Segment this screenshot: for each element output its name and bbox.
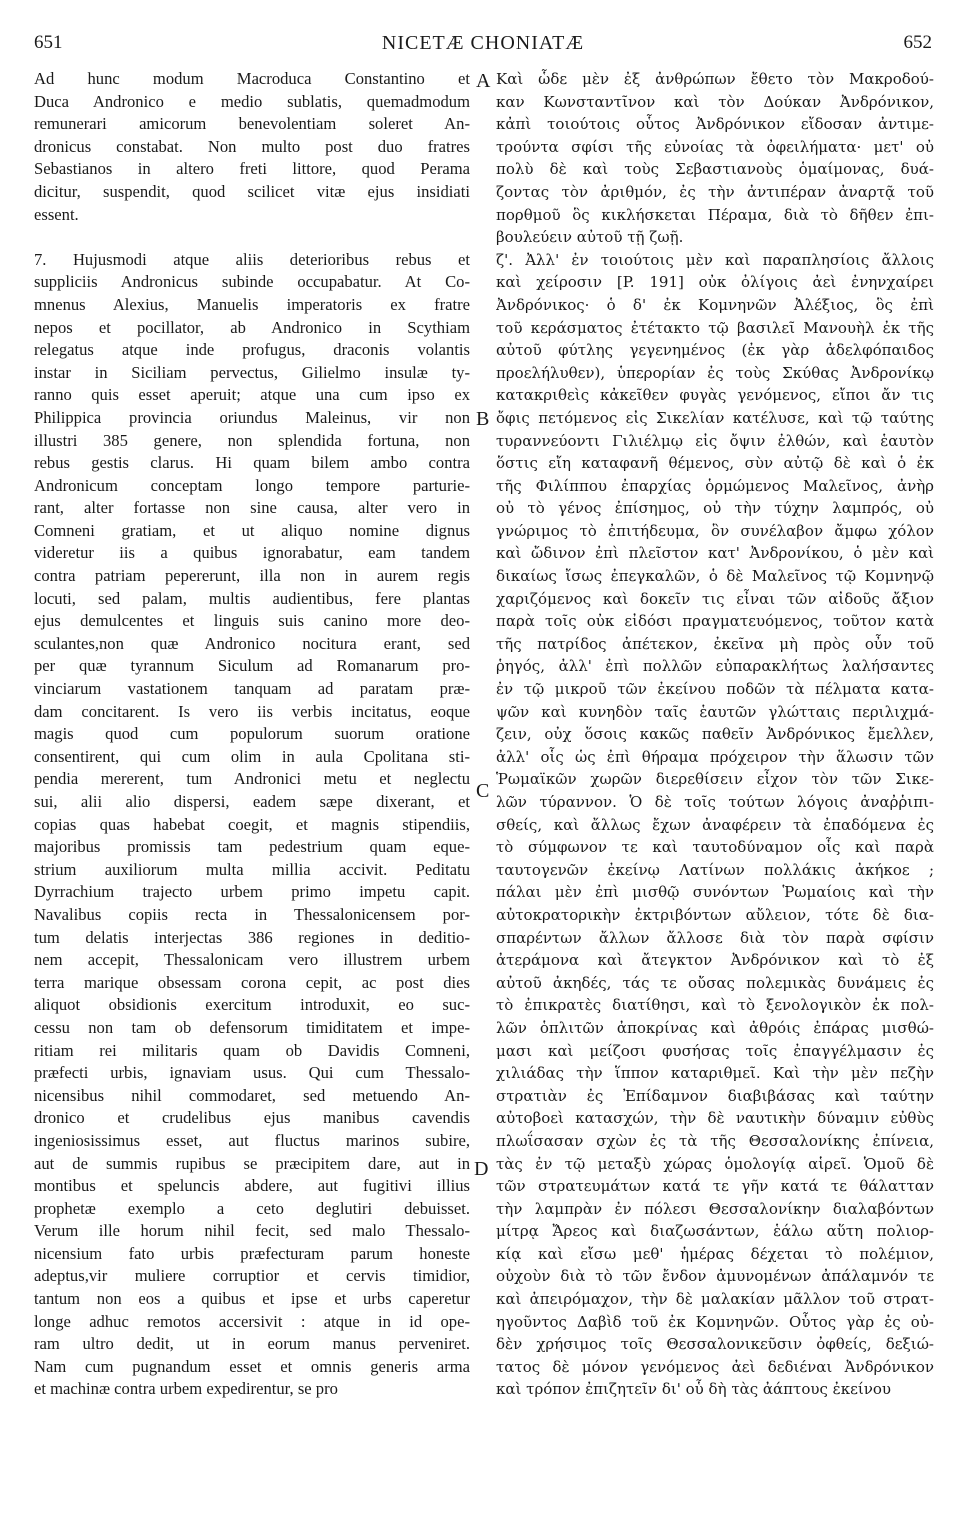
greek-text-line: αὐτοβοεὶ κατασχών, τὴν δὲ ναυτικὴν δύναμιν εὐθὺς (496, 1109, 934, 1128)
greek-text-line: πλωΐσασαν σχὼν ἐς τὰ τῆς Θεσσαλονίκης ἐπίνεια, (496, 1131, 934, 1150)
greek-text-line: καὶ τρόπον ἐπιζητεῖν δι' οὗ δὴ τὰς ἀάπτους ἐκείνου (496, 1380, 892, 1399)
latin-text-line: dicitur, suspendit, quod scilicet vitæ ejus insidiati (34, 181, 470, 201)
greek-text-line: καὶ ὤδινον ἐπὶ πλεῖστον κατ' Ἀνδρονίκου, ὁ μὲν καὶ (496, 544, 934, 563)
latin-text-line: montibus et speluncis abdere, aut fugitivi illius (34, 1176, 470, 1196)
latin-text-line: ritiam rei militaris quam ob Davidis Comneni, (34, 1040, 470, 1060)
latin-text-line: nem accepit, Thessalonicam vero illustrem urbem (34, 950, 470, 970)
greek-text-line: σθείς, καὶ ἄλλως ἔχων ἀναφέρειν τὰ ἐπαδόμενα ἐς (496, 815, 934, 834)
latin-text-line: nepos et pocillator, ab Andronico in Scythiam (34, 317, 470, 337)
greek-text-line: μίτρᾳ Ἄρεος καὶ διαζωσάντων, ἑάλω αὕτη πολιορ- (496, 1222, 934, 1241)
latin-text-line: ingeniosissimus esset, aut fluctus marinos subire, (34, 1130, 470, 1150)
latin-text-line: dam concitarent. Is vero iis verbis incitatus, eoque (34, 701, 470, 721)
latin-text-line: longe adhuc remotos accersivit : atque in id ope- (34, 1311, 470, 1331)
greek-text-line: στρατιὰν ἐς Ἐπίδαμνον διαβιβάσας καὶ ταύτην (496, 1086, 934, 1105)
greek-text-line: Ῥωμαϊκῶν χωρῶν διερεθίσειν εἶχον τὸν τῶν Σικε- (496, 770, 934, 789)
greek-text-line: Ἀνδρόνικος· ὁ δ' ἐκ Κομνηνῶν Ἀλέξιος, ὃς ἐπὶ (496, 295, 934, 314)
section-marker-c: C (476, 780, 490, 802)
latin-text-line: sculantes,non quæ Andronico nocitura erant, sed (34, 633, 470, 653)
section-marker-b: B (476, 408, 490, 430)
latin-text-line: Nam cum pugnandum esset et omnis generis arma (34, 1356, 470, 1376)
greek-text-line: πολὺ δὲ καὶ τοὺς Σεβαστιανοὺς ὁμαίμονας, δυά- (496, 160, 934, 179)
greek-text-line: Καὶ ὧδε μὲν ἐξ ἀνθρώπων ἔθετο τὸν Μακροδού- (496, 70, 934, 88)
greek-text-line: τὴν λαμπρὰν ἐν πόλεσι Θεσσαλονίκην διαλαβόντων (496, 1199, 934, 1218)
running-title: NICETÆ CHONIATÆ (381, 32, 585, 54)
greek-text-line: αὐτοκρατορικὴν ἐκτριβόντων αὔλειον, τότε δὲ δια- (496, 905, 934, 924)
greek-text-line: ἀλλ' οἷς ὡς ἐπὶ θήραμα πρόχειρον τὴν ἅλωσιν τῶν (496, 747, 934, 766)
paragraph-gap (34, 226, 470, 249)
greek-text-line: τὰς ἐν τῷ μεταξὺ χώρας ὁμολογίᾳ αἱρεῖ. Ὁμοῦ δὲ (496, 1154, 934, 1173)
greek-text-line: ὄφις πετόμενος εἰς Σικελίαν κατέλυσε, καὶ τῷ ταύτης (496, 408, 934, 427)
greek-text-line: ταυτογενῶν ἐκείνῳ Λατίνων πολλάκις ἀκήκοε ; (496, 860, 934, 879)
greek-text-line: παρὰ τοῖς οὐκ εἰδόσι πραγματευόμενος, τοῦτον κατὰ (496, 612, 934, 631)
greek-text-line: δικαίως ἴσως ἐπεγκαλῶν, ὁ δὲ Μαλεῖνος τῷ Κομνηνῷ (496, 567, 934, 586)
latin-text-line: Comneni gratiam, et ut aliquo nomine dignus (34, 520, 470, 540)
latin-text-line: 7. Hujusmodi atque aliis deterioribus rebus et (34, 249, 470, 269)
latin-text-line: Sebastianos in altero freti littore, quod Perama (34, 159, 470, 179)
greek-text-line: μασι καὶ μείζοσι φυσήσας τοῖς ἐπαγγέλμασιν ἐς (496, 1041, 934, 1060)
greek-text-line: κατακριθεὶς κἀκεῖθεν φυγὰς γενόμενος, εἴποι ἄν τις (496, 386, 934, 405)
latin-text-line: vinciarum vastationem tanquam ad paratam præ- (34, 679, 470, 699)
latin-text-line: consentirent, qui cum olim in aula Cpolitana sti- (34, 746, 470, 766)
greek-text-line: οὐχοὺν διὰ τὸ τῶν ἔνδον ἀμυνομένων ἀπάλαμνόν τε (496, 1267, 934, 1286)
latin-text-line: remunerari amicorum benevolentiam soleret An- (34, 114, 470, 134)
latin-text-line: nicensibus nihil commodaret, sed metuendo An- (34, 1085, 470, 1105)
greek-text-line: ζ'. Ἀλλ' ἐν τοιούτοις μὲν καὶ παραπλησίοις ἄλλοις (496, 250, 934, 269)
latin-text-line: prophetæ exemplo a ceto deglutiri debuisset. (34, 1198, 470, 1218)
latin-column (34, 68, 470, 1401)
latin-text-line: suppliciis Andronicus subinde occupabatur. At Co- (34, 272, 470, 292)
greek-text-line: γνώριμος τὸ ἐπιτήδευμα, ὃν συνέλαβον ἄμφω χόλον (496, 521, 934, 540)
latin-text-line: rebus gestis clarus. Hi quam bilem ambo contra (34, 453, 470, 473)
latin-text-line: strium auxiliorum multa millia accivit. Peditatu (34, 859, 470, 879)
latin-text-line: ejus demulcentes et linguis suis canino more deo- (34, 611, 470, 631)
latin-text-line: rant, alter fortasse non sine causa, alter vero in (34, 498, 470, 518)
section-marker-a: A (476, 70, 491, 92)
latin-text-line: contra patriam pepererunt, illa non in aurem regis (34, 566, 470, 586)
latin-text-line: ram ultro dedit, ut in eorum manus perveniret. (34, 1334, 470, 1354)
latin-text-line: terra marique obsessam corona cepit, ac post dies (34, 972, 470, 992)
latin-text-line: aut de summis rupibus se præcipitem dare, aut in (34, 1153, 470, 1173)
latin-text-line: dronicus constabat. Non multo post duo fratres (34, 136, 470, 156)
latin-text-line: dronico et crudelibus ejus manibus cavendis (34, 1108, 470, 1128)
greek-text-line: τρούντα σφίσι τῆς εὐνοίας τὰ ὀφειλήματα· μετ' οὐ (496, 137, 934, 156)
greek-text-line: οὐ τὸ γένος ἐπίσημος, οὐ τὴν τύχην λαμπρός, οὐ (496, 499, 934, 518)
greek-text-line: κἀπὶ τοιούτοις οὗτος Ἀνδρόνικον εἴδοσαν ἀντιμε- (496, 115, 934, 134)
latin-text-line: nicensium fato urbis præfecturam parum honeste (34, 1243, 470, 1263)
latin-text-line: adeptus,vir muliere corruptior et cervis timidior, (34, 1266, 470, 1286)
greek-text-line: ηγοῦντος Δαβὶδ τοῦ ἐκ Κομνηνῶν. Οὗτος γὰρ ἐς οὐ- (496, 1312, 934, 1331)
latin-text-line: videretur iis a quibus ignorabatur, eam tandem (34, 543, 470, 563)
greek-text-line: βουλεύειν αὐτοῦ τῇ ζωῇ. (496, 228, 684, 247)
latin-text-line: cessu non tam ob defensorum timiditatem et impe- (34, 1017, 470, 1037)
greek-text-line: αὐτοῦ φύτλης γεγενημένος (ἐκ γὰρ ἀδελφόπαιδος (496, 341, 934, 360)
greek-text-line: ὅστις εἴη καταφανῆ θέμενος, σὺν αὐτῷ δὲ καὶ ὁ ἐκ (496, 454, 934, 473)
greek-text-line: τὸ ἐπικρατὲς διατίθησι, καὶ τὸ ξενολογικὸν ἐκ πολ- (496, 996, 934, 1015)
greek-text-line: λῶν τύραννον. Ὁ δὲ τοῖς τούτων λόγοις ἀναῤῥιπι- (496, 793, 934, 811)
latin-text-line: tum delatis interjectas 386 regiones in deditio- (34, 927, 470, 947)
greek-text-line: τοῦ κεράσματος ἐτέτακτο τῷ βασιλεῖ Μανουὴλ ἐκ τῆς (496, 318, 934, 337)
latin-text-line: locuti, sed palam, multis audientibus, fere plantas (34, 588, 470, 608)
greek-text-line: χιλιάδας τὴν ἵππον καταριθμεῖ. Καὶ τὴν μὲν πεζὴν (496, 1064, 934, 1083)
greek-text-line: πορθμοῦ ὃς κικλήσκεται Πέραμα, διὰ τὸ δῆθεν ἐπι- (496, 205, 934, 224)
greek-text-line: λῶν ὁπλιτῶν ἀποκρίνας καὶ ἀθρόις ἐπάρας μισθώ- (496, 1018, 934, 1037)
greek-text-line: τῆς Φιλίππου ἐπαρχίας ὁρμώμενος Μαλεῖνος, ἀνὴρ (496, 476, 934, 495)
greek-text-line: ἀτεράμονα καὶ ἄτεγκτον Ἀνδρόνικον καὶ τὸ ἐξ (496, 951, 934, 970)
page-number-right: 652 (903, 32, 932, 53)
greek-text-line: τὸ σύμφωνον τε καὶ ταυτοδύναμον οἷς καὶ παρὰ (496, 838, 934, 857)
latin-text-line: majoribus promissis tam pedestrium quam eque- (34, 837, 470, 857)
greek-text-line: ψῶν καὶ κυνηδὸν ταῖς ἑαυτῶν γλώτταις περιλιχμά- (496, 702, 934, 721)
latin-text-line: et machinæ contra urbem expedirentur, se pro (34, 1379, 338, 1399)
greek-text-line: αὐτοῦ ἀκηδές, τάς τε οὔσας πολεμικὰς δυνάμεις ἐς (496, 973, 934, 992)
greek-text-line: χαριζόμενος καὶ δοκεῖν τις εἶναι τῶν αἰδοῦς ἄξιον (496, 589, 934, 608)
greek-text-line: τυραννεύοντι Γιλιέλμῳ εἰς ὄψιν ἐλθών, καὶ ἑαυτὸν (496, 431, 934, 450)
greek-text-line: ἐν τῷ μικροῦ τῶν ἐκείνου ποδῶν τὰ πέλματα κατα- (496, 680, 934, 699)
greek-text-line: ζοντας τὸν ἀριθμόν, ἐς τὴν ἀντιπέραν ἀναρτᾷ τοῦ (496, 182, 934, 201)
latin-text-line: magis quod cum populorum suorum oratione (34, 724, 470, 744)
latin-text-line: Dyrrachium trajecto urbem primo impetu capit. (34, 882, 470, 902)
greek-text-line: καὶ χείροσιν [P. 191] οὐκ ὀλίγοις ἀεὶ ἐνηνχαίρει (496, 273, 934, 292)
greek-text-line: κίᾳ καὶ εἴσω μεθ' ἡμέρας δέχεται τὸ πολέμιον, (496, 1244, 934, 1263)
latin-text-line: essent. (34, 204, 79, 224)
latin-text-line: instar in Siciliam pervectus, Gilielmo insulæ ty- (34, 362, 470, 382)
latin-text-line: Philippica provincia oriundus Maleinus, vir non (34, 407, 470, 427)
greek-text-line: πάλαι μὲν ἐπὶ μισθῷ συνόντων Ῥωμαίοις καὶ τὴν (496, 883, 934, 902)
greek-column (496, 68, 934, 1401)
section-marker-d: D (474, 1158, 489, 1180)
latin-text-line: Andronicum conceptam longo tempore parturie- (34, 475, 470, 495)
greek-text-line: σπαρέντων ἄλλων ἄλλοσε διὰ τὸν παρὰ σφίσιν (496, 928, 934, 947)
greek-text-line: τῆς πατρίδος ἀπέτεκον, ἐκεῖνα μὴ πρὸς οὖν τοῦ (496, 634, 934, 653)
greek-text-line: τῶν στρατευμάτων κατά τε γῆν κατά τε θάλατταν (496, 1177, 934, 1196)
greek-text-line: τατος δὲ μόνον γενόμενος ἀεὶ δεδιέναι Ἀνδρόνικον (496, 1357, 934, 1376)
page-number-left: 651 (34, 32, 63, 53)
latin-text-line: tantum non eos a quibus et ipse et urbs caperetur (34, 1289, 470, 1309)
greek-text-line: δὲν χρήσιμος τοῖς Θεσσαλονικεῦσιν ὀφθείς, δεξιώ- (496, 1335, 934, 1354)
latin-text-line: per quæ tyrannum Siculum ad Romanarum pro- (34, 656, 470, 676)
latin-text-line: pendia mererent, tum Andronici metu et neglectu (34, 769, 470, 789)
latin-text-line: Navalibus copiis recta in Thessalonicensem por- (34, 904, 470, 924)
greek-text-line: προελήλυθεν), ὑπερορίαν ἐς τοὺς Σκύθας Ἀνδρονίκῳ (496, 363, 934, 382)
greek-text-line: ζειν, οὐχ ὅσοις κακῶς παθεῖν Ἀνδρόνικος ἔμελλεν, (496, 725, 934, 744)
latin-text-line: Duca Andronico e medio sublatis, quemadmodum (34, 91, 470, 111)
latin-text-line: præfecti urbis, ignaviam usus. Qui cum Thessalo- (34, 1063, 470, 1083)
greek-text-line: καν Κωνσταντῖνον καὶ τὸν Δούκαν Ἀνδρόνικον, (496, 92, 934, 111)
page-header (34, 32, 932, 62)
latin-text-line: aliquot obsidionis exercitum introduxit, eo suc- (34, 995, 470, 1015)
latin-text-line: ranno quis esset aperuit; atque una cum ipso ex (34, 385, 470, 405)
greek-text-line: ῥηγός, ἀλλ' ἐπὶ πολλῶν εὐπαρακλήτως λαλήσαντες (496, 657, 934, 676)
latin-text-line: sui, alii alio dispersi, eadem sæpe dixerant, et (34, 792, 470, 811)
greek-text-line: καὶ ἀπειρόμαχον, τὴν δὲ μαλακίαν μᾶλλον τοῦ στρατ- (496, 1290, 934, 1309)
latin-text-line: mnenus Alexius, Manuelis imperatoris ex fratre (34, 294, 470, 314)
latin-text-line: relegatus atque inde profugus, draconis volantis (34, 340, 470, 360)
latin-text-line: Ad hunc modum Macroduca Constantino et (34, 69, 470, 88)
latin-text-line: Verum ille horum nihil fecit, sed malo Thessalo- (34, 1221, 470, 1241)
latin-text-line: copias quas habebat coegit, et magnis stipendiis, (34, 814, 470, 834)
latin-text-line: illustri 385 genere, non splendida fortuna, non (34, 430, 470, 450)
